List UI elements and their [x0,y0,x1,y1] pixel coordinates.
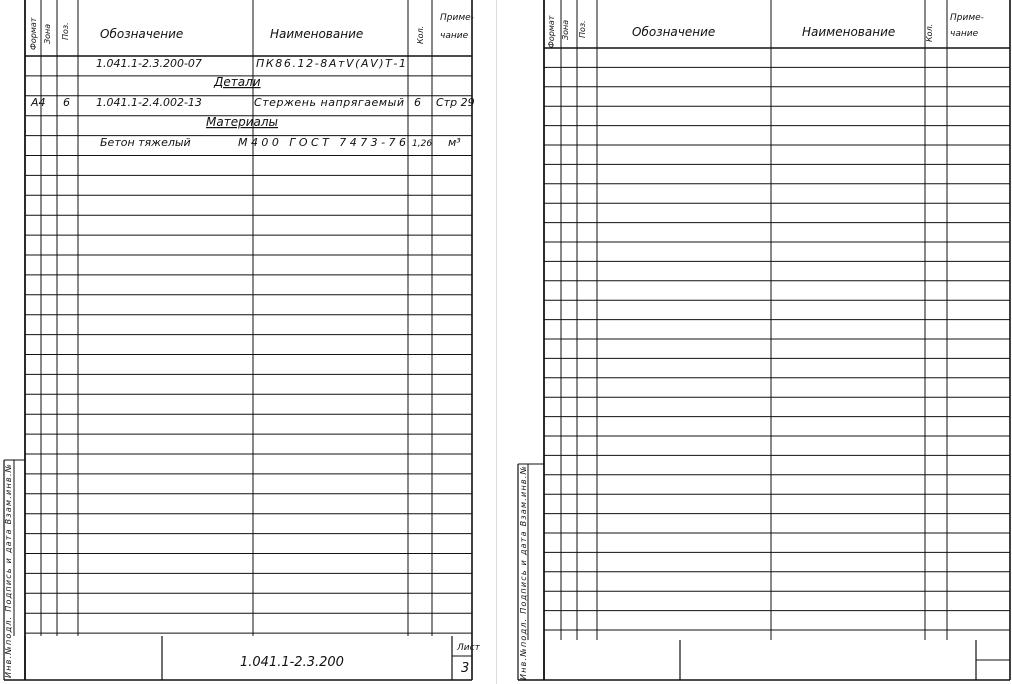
row3-name: Стержень напрягаемый [254,96,404,109]
row3-note: Стр 29 [436,96,475,109]
sheet-separator [496,0,511,684]
col-header-pos: Поз. [61,22,70,40]
row3-designation: 1.041.1-2.4.002-13 [96,96,202,109]
col-header-qty: Кол. [416,25,425,44]
row5-name: М400 ГОСТ 7473-76 [238,136,406,149]
col-header-qty: Кол. [925,23,934,42]
col-header-format: Формат [29,17,38,50]
section-details: Детали [214,75,261,89]
row5-qty: 1,26 [412,139,433,149]
title-sheet-number: 3 [461,661,470,676]
col-header-note-1: Приме- [440,13,474,23]
col-header-zone: Зона [561,19,570,40]
table-grid [518,0,1010,680]
spec-table-right [510,0,1012,684]
col-header-name: Наименование [270,27,364,41]
col-header-designation: Обозначение [100,27,184,41]
col-header-name: Наименование [802,25,896,39]
col-header-note-2: чание [950,29,979,39]
title-sheet-label: Лист [457,643,480,653]
col-header-note-2: чание [440,31,469,41]
spec-table-left [0,0,496,684]
title-doc-number: 1.041.1-2.3.200 [240,655,344,670]
row3-format: А4 [31,96,46,109]
row5-designation: Бетон тяжелый [100,136,191,149]
row5-note: м³ [448,136,461,149]
section-materials: Материалы [206,115,278,129]
spec-sheet-left [0,0,496,684]
row3-qty: 6 [414,96,421,109]
col-header-zone: Зона [43,23,52,44]
side-stamp-left: Инв.№подл. Подпись и дата Взам.инв.№ [4,464,13,678]
side-stamp-right: Инв.№подл. Подпись и дата Взам.инв.№ [519,466,528,680]
col-header-designation: Обозначение [632,25,716,39]
col-header-pos: Поз. [578,20,587,38]
spec-sheet-right [510,0,1012,684]
col-header-format: Формат [547,15,556,48]
col-header-note-1: Приме- [950,13,984,23]
row1-name: ПК86.12-8АтV(АV)Т-1 [256,57,406,70]
row1-designation: 1.041.1-2.3.200-07 [96,57,202,70]
row3-pos: 6 [63,96,70,109]
